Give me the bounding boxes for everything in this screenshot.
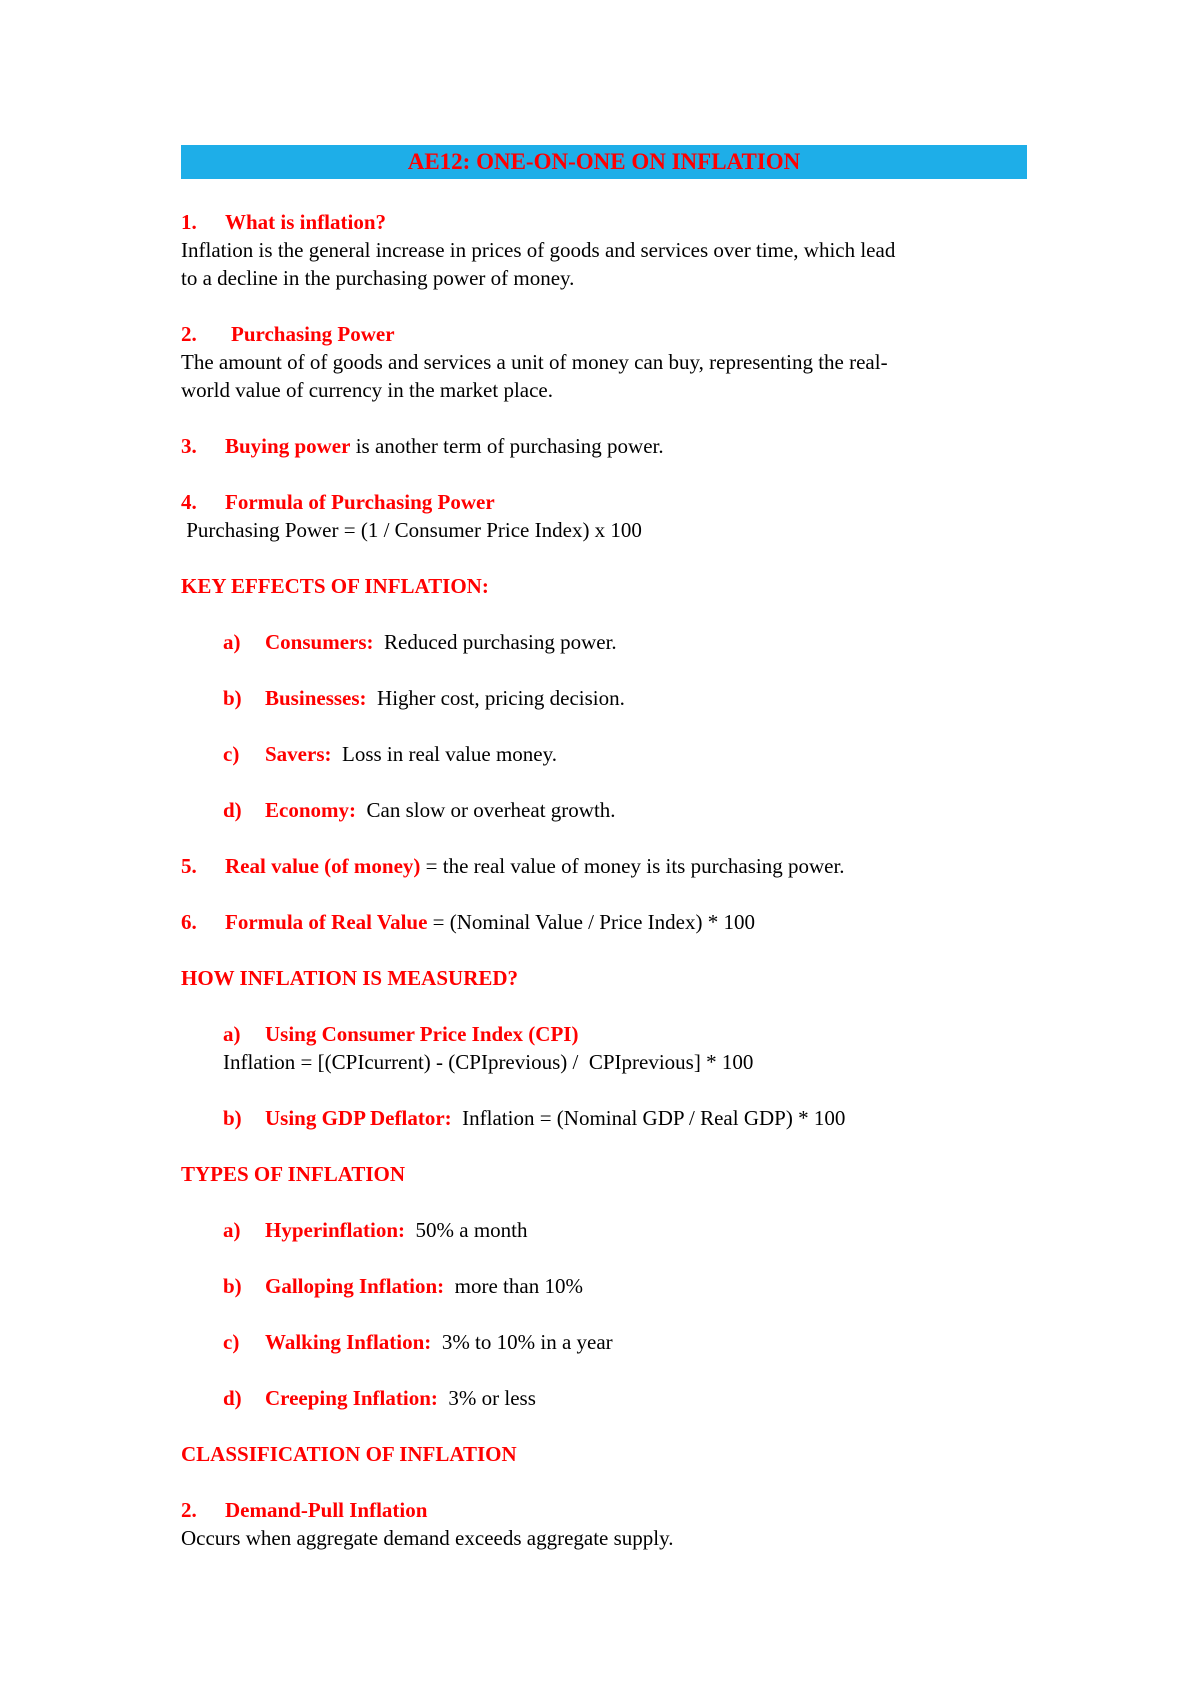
effect-item: a) Consumers: Reduced purchasing power.: [223, 630, 617, 654]
effect-item: c) Savers: Loss in real value money.: [223, 742, 557, 766]
q3-term: Buying power: [225, 434, 351, 458]
measured-item-b: b) Using GDP Deflator: Inflation = (Nominal GDP / Real GDP) * 100: [223, 1106, 846, 1130]
q5-line: 5. Real value (of money) = the real value of money is its purchasing power.: [181, 854, 845, 878]
q2-text-line: The amount of of goods and services a unit of money can buy, representing the real-: [181, 350, 888, 374]
measured-heading: HOW INFLATION IS MEASURED?: [181, 966, 519, 990]
q2-heading: 2. Purchasing Power: [181, 322, 395, 346]
q2-text-line: world value of currency in the market place.: [181, 378, 554, 402]
classification-text: Occurs when aggregate demand exceeds aggregate supply.: [181, 1526, 674, 1550]
q4-formula: Purchasing Power = (1 / Consumer Price Index) x 100: [181, 518, 642, 542]
document-title: AE12: ONE-ON-ONE ON INFLATION: [407, 149, 801, 174]
type-item: c) Walking Inflation: 3% to 10% in a year: [223, 1330, 613, 1354]
type-item: b) Galloping Inflation: more than 10%: [223, 1274, 583, 1298]
type-item: d) Creeping Inflation: 3% or less: [223, 1386, 536, 1410]
measured-item-a: a) Using Consumer Price Index (CPI): [223, 1022, 579, 1046]
q6-line: 6. Formula of Real Value = (Nominal Value / Price Index) * 100: [181, 910, 755, 934]
key-effects-heading: KEY EFFECTS OF INFLATION:: [181, 574, 489, 598]
q4-heading: 4. Formula of Purchasing Power: [181, 490, 495, 514]
q1-text-line: to a decline in the purchasing power of money.: [181, 266, 575, 290]
q1-text-line: Inflation is the general increase in prices of goods and services over time, which lead: [181, 238, 896, 262]
types-heading: TYPES OF INFLATION: [181, 1162, 406, 1186]
classification-subheading: 2. Demand-Pull Inflation: [181, 1498, 428, 1522]
title-bar: [181, 145, 1027, 179]
q1-heading: 1. What is inflation?: [181, 210, 387, 234]
effect-item: d) Economy: Can slow or overheat growth.: [223, 798, 616, 822]
effect-item: b) Businesses: Higher cost, pricing decision.: [223, 686, 625, 710]
classification-heading: CLASSIFICATION OF INFLATION: [181, 1442, 517, 1466]
type-item: a) Hyperinflation: 50% a month: [223, 1218, 528, 1242]
cpi-formula: Inflation = [(CPIcurrent) - (CPIprevious) / CPIprevious] * 100: [223, 1050, 754, 1074]
q3-line: 3. Buying power is another term of purchasing power.: [181, 434, 664, 458]
